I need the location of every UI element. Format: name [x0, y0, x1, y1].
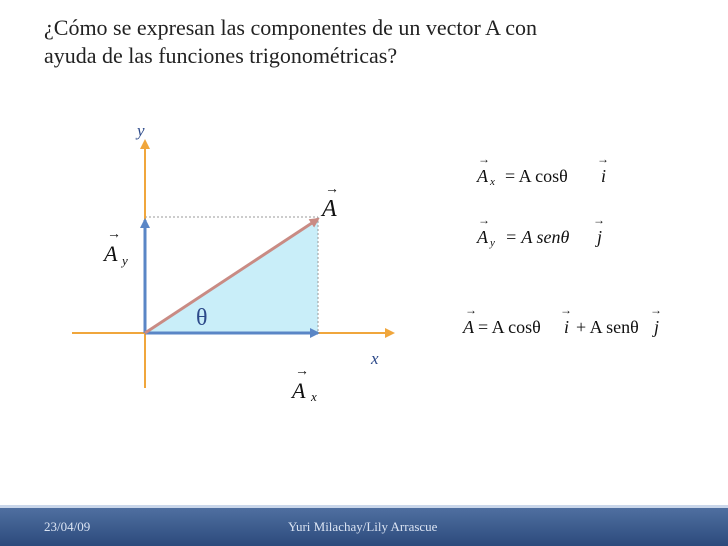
eq2-unit: j [597, 227, 603, 247]
comp-x-arrow-glyph: → [295, 364, 309, 379]
comp-y-subscript: y [122, 253, 128, 268]
eq3-lhs: A [463, 317, 474, 337]
eq1-sub: x [490, 176, 495, 188]
comp-y-label: A [104, 241, 118, 266]
eq1-arrow-glyph: → [478, 152, 490, 166]
angle-label: θ [196, 305, 208, 331]
eq3-unit1: i [564, 317, 570, 337]
eq2-rhs: = A senθ [505, 227, 570, 247]
eq3-mid2: + A senθ [576, 317, 639, 337]
eq1-unit: i [601, 166, 607, 186]
eq2-arrow-glyph: → [478, 213, 490, 227]
eq3-arrow-glyph: → [465, 303, 477, 317]
eq3-unit2-arrow-glyph: → [650, 303, 662, 317]
footer-bar [0, 508, 728, 546]
equation-ay [476, 213, 605, 249]
eq3-mid1: = A cosθ [478, 317, 541, 337]
vector-a-arrow-glyph: → [325, 182, 339, 197]
eq2-lhs: A [477, 227, 488, 247]
footer-author: Yuri Milachay/Lily Arrascue [288, 519, 438, 534]
eq1-lhs: A [477, 166, 488, 186]
eq1-rhs: = A cosθ [505, 166, 568, 186]
comp-x-label: A [292, 378, 306, 403]
vector-a-label: A [322, 196, 337, 222]
equation-ax [476, 152, 609, 188]
title-line-2: ayuda de las funciones trigonométricas? [44, 43, 398, 68]
footer-date: 23/04/09 [44, 519, 91, 534]
eq3-unit2: j [654, 317, 660, 337]
eq3-unit1-arrow-glyph: → [560, 303, 572, 317]
eq2-unit-arrow-glyph: → [593, 213, 605, 227]
eq2-sub: y [490, 237, 495, 249]
comp-y-arrow-glyph: → [107, 227, 121, 242]
axis-x-label: x [371, 349, 379, 368]
eq1-unit-arrow-glyph: → [597, 152, 609, 166]
title-line-1: ¿Cómo se expresan las componentes de un vector A con [44, 15, 538, 40]
equation-a [462, 303, 662, 337]
axis-y-label: y [137, 121, 145, 140]
comp-x-subscript: x [311, 389, 317, 404]
